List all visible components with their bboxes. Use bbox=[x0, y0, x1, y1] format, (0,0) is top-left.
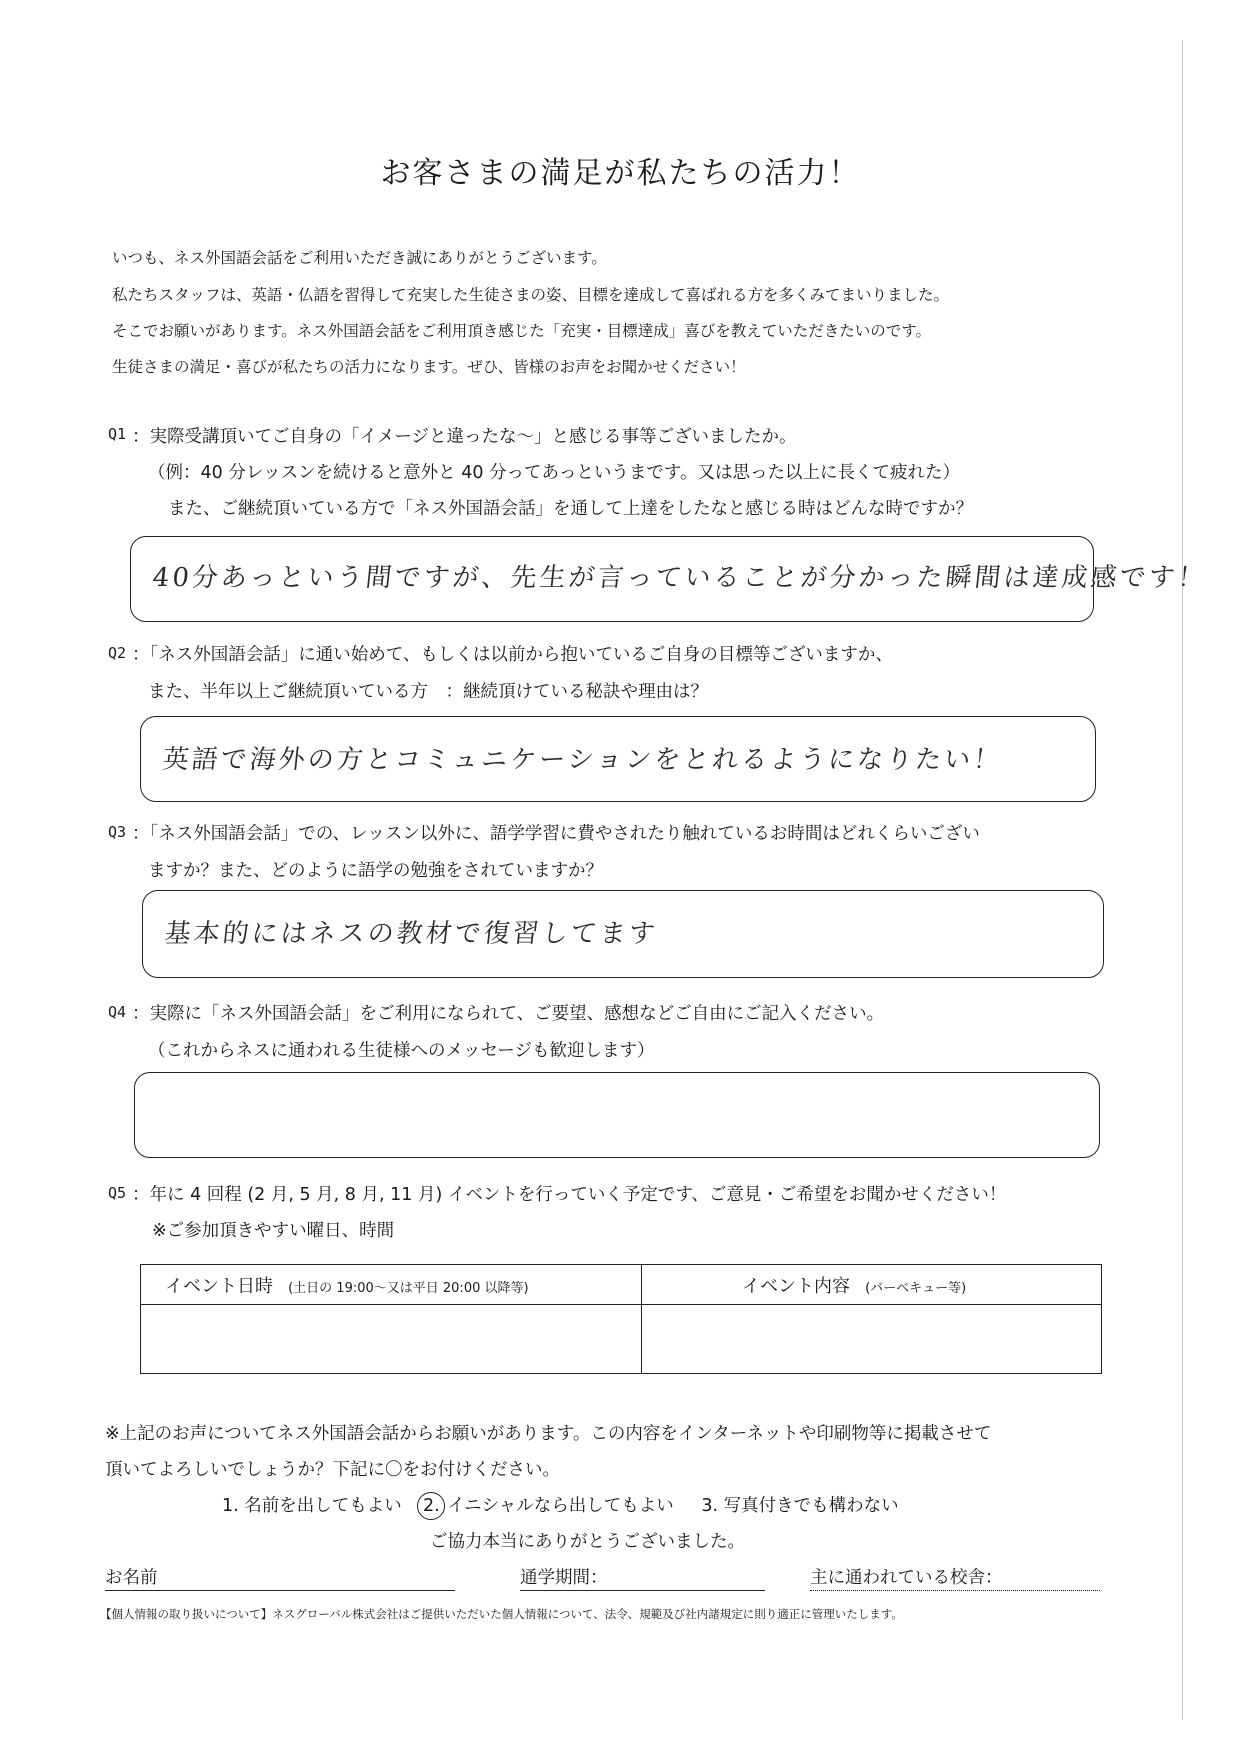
q5-number: Q5 bbox=[108, 1184, 127, 1202]
q1-line-2: （例：40 分レッスンを続けると意外と 40 分ってあっというまです。又は思った以上に長くて疲れた） bbox=[148, 463, 960, 483]
privacy-notice: 【個人情報の取り扱いについて】ネスグローバル株式会社はご提供いただいた個人情報について、法令、規範及び社内諸規定に則り適正に管理いたします。 bbox=[100, 1607, 903, 1621]
consent-options bbox=[222, 1492, 899, 1520]
event-date-header bbox=[141, 1265, 642, 1305]
intro-line-4: 生徒さまの満足・喜びが私たちの活力になります。ぜひ、皆様のお声をお聞かせください！ bbox=[112, 358, 746, 376]
event-table bbox=[140, 1264, 1102, 1374]
q1-line-1: ：実際受講頂いてご自身の「イメージと違ったな～」と感じる事等ございましたか。 bbox=[132, 427, 797, 447]
q2-answer-box[interactable] bbox=[140, 716, 1096, 802]
name-field[interactable] bbox=[105, 1564, 455, 1591]
school-field[interactable] bbox=[810, 1564, 1100, 1591]
q4-line-2: （これからネスに通われる生徒様へのメッセージも歓迎します） bbox=[148, 1041, 655, 1061]
intro-line-2: 私たちスタッフは、英語・仏語を習得して充実した生徒さまの姿、目標を達成して喜ばれる方を多くみてまいりました。 bbox=[112, 286, 950, 304]
page-title: お客さまの満足が私たちの活力！ bbox=[380, 156, 861, 191]
q3-answer-text: 基本的にはネスの教材で復習してます bbox=[163, 919, 660, 949]
q5-line-2: ※ご参加頂きやすい曜日、時間 bbox=[152, 1221, 395, 1241]
intro-line-1: いつも、ネス外国語会話をご利用いただき誠にありがとうございます。 bbox=[112, 249, 607, 267]
q3-line-2: ますか？また、どのように語学の勉強をされていますか？ bbox=[148, 861, 603, 881]
event-date-cell[interactable] bbox=[141, 1305, 642, 1374]
intro-line-3: そこでお願いがあります。ネス外国語会話をご利用頂き感じた「充実・目標達成」喜びを教えていただきたいのです。 bbox=[112, 322, 932, 340]
selected-circle-mark: 2. bbox=[417, 1492, 445, 1520]
thanks-text: ご協力本当にありがとうございました。 bbox=[430, 1532, 745, 1552]
q4-number: Q4 bbox=[108, 1003, 127, 1021]
event-content-title: イベント内容 bbox=[742, 1275, 850, 1297]
consent-option-1[interactable]: 1. 名前を出してもよい bbox=[222, 1496, 402, 1516]
q3-number: Q3 bbox=[108, 823, 127, 841]
consent-option-2-label: イニシャルなら出してもよい bbox=[447, 1496, 674, 1516]
name-label: お名前 bbox=[105, 1568, 158, 1588]
q3-line-1: ：「ネス外国語会話」での、レッスン以外に、語学学習に費やされたり触れているお時間はどれくらいござい bbox=[132, 824, 980, 844]
period-field[interactable] bbox=[520, 1564, 765, 1591]
event-date-title: イベント日時 bbox=[165, 1275, 273, 1297]
q1-line-3: また、ご継続頂いている方で「ネス外国語会話」を通して上達をしたなと感じる時はどんな時ですか？ bbox=[168, 499, 973, 519]
q2-line-2: また、半年以上ご継続頂いている方 ：継続頂けている秘訣や理由は？ bbox=[148, 682, 708, 702]
event-content-cell[interactable] bbox=[642, 1305, 1102, 1374]
period-label: 通学期間： bbox=[520, 1568, 608, 1588]
q2-answer-text: 英語で海外の方とコミュニケーションをとれるようになりたい！ bbox=[161, 745, 1004, 775]
q5-line-1: ：年に 4 回程 (2 月, 5 月, 8 月, 11 月) イベントを行っていく予定です、ご意見・ご希望をお聞かせください！ bbox=[132, 1185, 1007, 1205]
school-label: 主に通われている校舎： bbox=[810, 1568, 1003, 1588]
event-date-note: (土日の 19:00～又は平日 20:00 以降等) bbox=[288, 1280, 529, 1296]
consent-option-2[interactable] bbox=[417, 1496, 679, 1516]
event-content-note: (バーベキュー等) bbox=[865, 1280, 967, 1296]
consent-line-2: 頂いてよろしいでしょうか？下記に〇をお付けください。 bbox=[105, 1460, 560, 1480]
q1-answer-box[interactable] bbox=[130, 536, 1209, 622]
event-content-header bbox=[642, 1265, 1102, 1305]
q4-line-1: ：実際に「ネス外国語会話」をご利用になられて、ご要望、感想などご自由にご記入ください。 bbox=[132, 1004, 885, 1024]
q1-answer-text: 40分あっという間ですが、先生が言っていることが分かった瞬間は達成感です！ bbox=[151, 563, 1209, 593]
consent-option-3[interactable]: 3. 写真付きでも構わない bbox=[701, 1496, 899, 1516]
page-edge-line bbox=[1182, 40, 1183, 1720]
q4-answer-box[interactable] bbox=[134, 1072, 1100, 1158]
q1-number: Q1 bbox=[108, 425, 127, 443]
consent-line-1: ※上記のお声についてネス外国語会話からお願いがあります。この内容をインターネットや印刷物等に掲載させて bbox=[105, 1424, 992, 1444]
q3-answer-box[interactable] bbox=[142, 890, 1104, 978]
q2-number: Q2 bbox=[108, 644, 127, 662]
q2-line-1: ：「ネス外国語会話」に通い始めて、もしくは以前から抱いているご自身の目標等ございますか、 bbox=[132, 645, 893, 665]
